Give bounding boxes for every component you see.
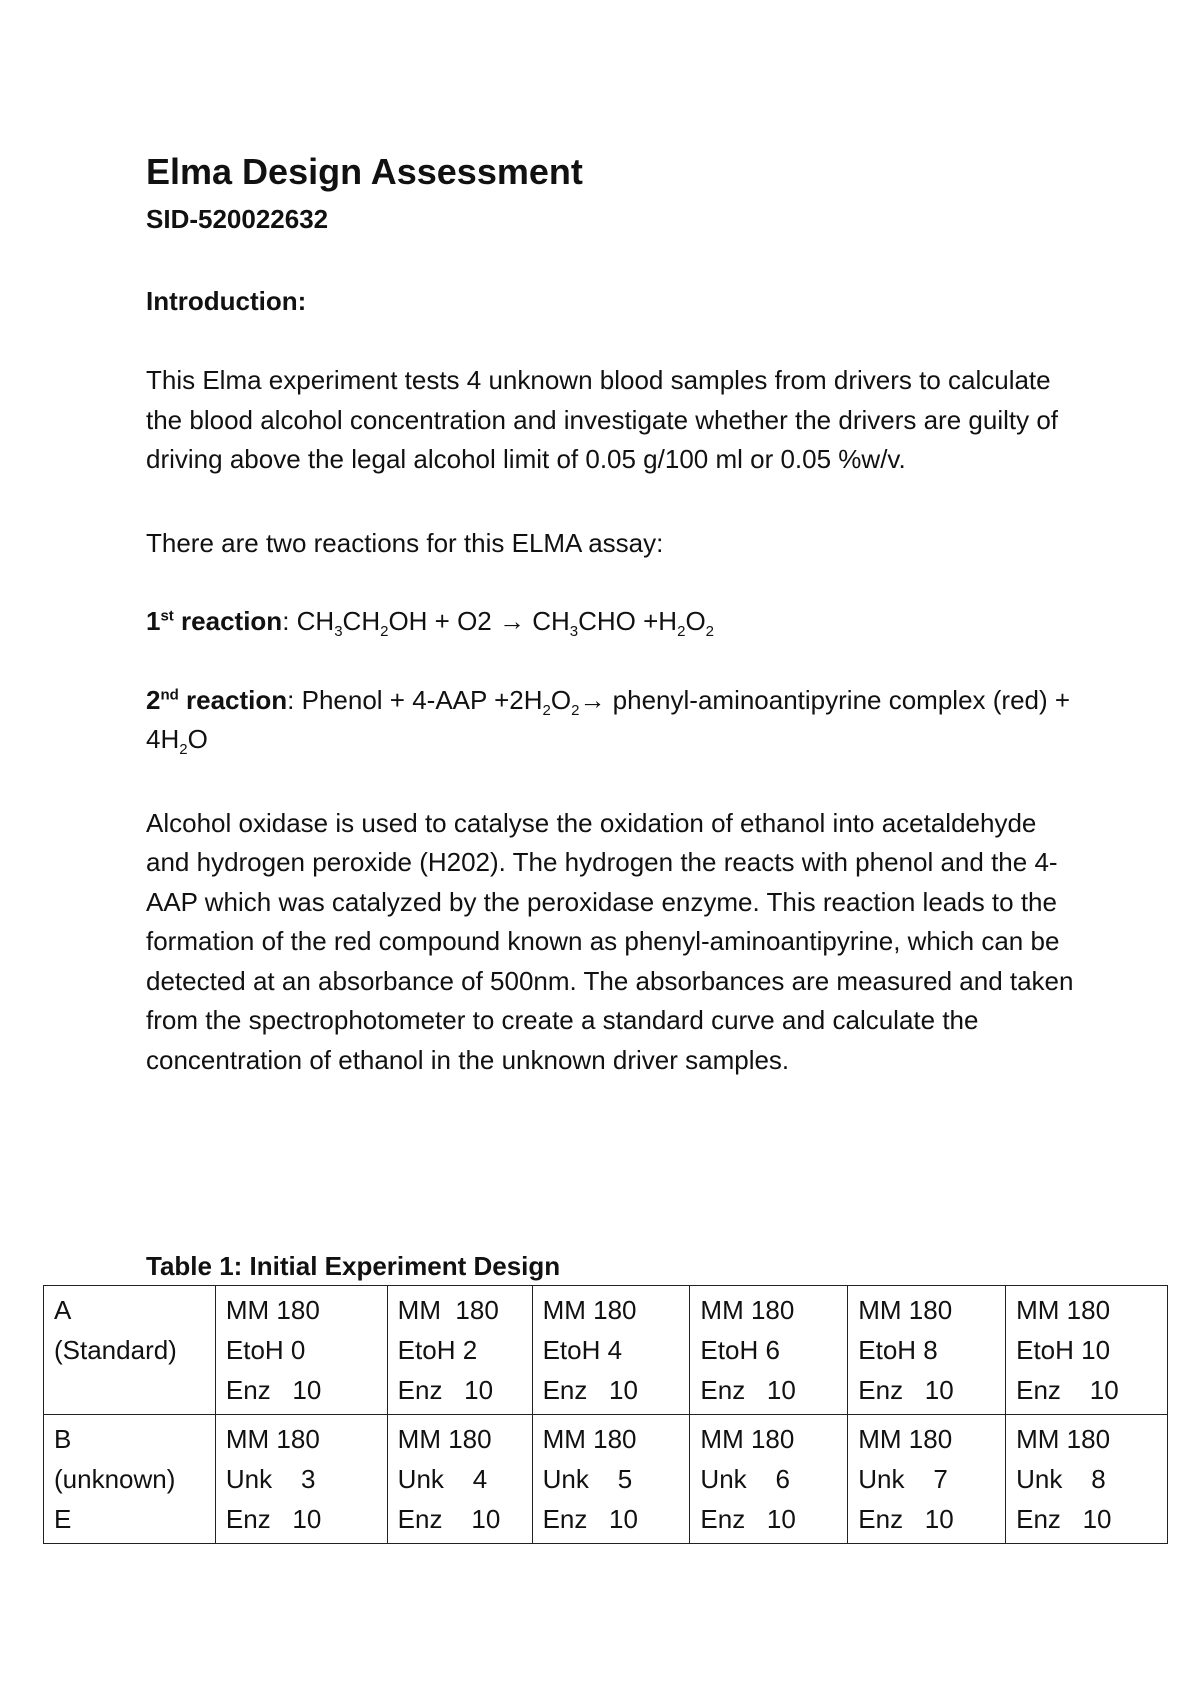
reaction-2-label: 2nd reaction [146, 684, 288, 715]
cell-line: EtoH 2 [397, 1335, 478, 1365]
cell-line: Enz 10 [858, 1504, 954, 1534]
cell-line: MM 180 [1016, 1295, 1111, 1325]
cell-line: MM 180 [542, 1295, 637, 1325]
table-row [44, 1286, 1168, 1415]
cell-line: EtoH 8 [858, 1335, 938, 1365]
table-cell [532, 1415, 690, 1544]
row-label-cell [44, 1286, 216, 1415]
cell-line: Unk 3 [225, 1464, 316, 1494]
reaction-1: 1st reaction: $CH_3CH_2OH + O2 \to CH_3CHO +H_2O_2$ [146, 606, 715, 641]
cell-line: Enz 10 [397, 1375, 494, 1405]
cell-line: MM 180 [700, 1295, 795, 1325]
table-cell [215, 1415, 387, 1544]
table-cell [848, 1286, 1006, 1415]
cell-line: Unk 8 [1016, 1464, 1106, 1494]
cell-line: MM 180 [1016, 1424, 1111, 1454]
row-label-line: (Standard) [54, 1335, 177, 1365]
cell-line: EtoH 4 [542, 1335, 623, 1365]
cell-line: Enz 10 [542, 1504, 638, 1534]
table-cell [387, 1415, 532, 1544]
cell-line: MM 180 [397, 1295, 499, 1325]
cell-line: MM 180 [225, 1424, 320, 1454]
reaction-2: 2nd reaction: Phenol + $4-AAP +2H_2O_2\to$ phenyl-aminoantipyrine complex $(red) + 4H_2O$ [146, 684, 1071, 759]
cell-line: MM 180 [858, 1295, 953, 1325]
row-label-line: A [54, 1295, 72, 1325]
table-cell [532, 1286, 690, 1415]
document-body [146, 148, 1076, 1080]
row-label-line: (unknown) [54, 1464, 176, 1494]
cell-line: Enz 10 [700, 1504, 796, 1534]
cell-line: Enz 10 [225, 1504, 322, 1534]
cell-line: MM 180 [858, 1424, 953, 1454]
cell-line: MM 180 [397, 1424, 492, 1454]
cell-line: Enz 10 [700, 1375, 796, 1405]
intro-paragraph: This Elma experiment tests 4 unknown blood samples from drivers to calculate the blood alcohol concentration and investigate whether the drivers are guilty of driving above the legal alcohol limit of 0.05 g/100 ml or 0.05 %w/v. [146, 365, 1059, 474]
table-cell [387, 1286, 532, 1415]
table-cell [690, 1415, 848, 1544]
cell-line: Enz 10 [397, 1504, 501, 1534]
reactions-intro: There are two reactions for this ELMA assay: [146, 527, 664, 558]
table-cell [848, 1415, 1006, 1544]
row-label-line: B [54, 1424, 72, 1454]
table-row [44, 1415, 1168, 1544]
table-cell [215, 1286, 387, 1415]
cell-line: Unk 6 [700, 1464, 791, 1494]
cell-line: Enz 10 [225, 1375, 322, 1405]
table-cell [1006, 1415, 1168, 1544]
table-caption: Table 1: Initial Experiment Design [146, 1251, 561, 1281]
cell-line: EtoH 6 [700, 1335, 780, 1365]
cell-line: Enz 10 [1016, 1504, 1112, 1534]
intro-heading: Introduction: [146, 286, 307, 316]
table-cell [1006, 1286, 1168, 1415]
mechanism-paragraph: Alcohol oxidase is used to catalyse the oxidation of ethanol into acetaldehyde and hydrogen peroxide (H202). The hydrogen the reacts with phenol and the 4-AAP which was catalyzed by the peroxidase enzyme. This reaction leads to the formation of the red compound known as phenyl-aminoantipyrine, which can be detected at an absorbance of 500nm. The absorbances are measured and taken from the spectrophotometer to create a standard curve and calculate the concentration of ethanol in the unknown driver samples. [146, 807, 1074, 1075]
cell-line: Unk 4 [397, 1464, 488, 1494]
cell-line: Unk 5 [542, 1464, 633, 1494]
experiment-design-table [43, 1285, 1168, 1544]
cell-line: Enz 10 [1016, 1375, 1119, 1405]
reaction-1-label: 1st reaction [146, 606, 283, 636]
cell-line: MM 180 [225, 1295, 320, 1325]
cell-line: Enz 10 [858, 1375, 954, 1405]
row-label-line: E [54, 1504, 72, 1534]
row-label-cell [44, 1415, 216, 1544]
cell-line: MM 180 [700, 1424, 795, 1454]
cell-line: Enz 10 [542, 1375, 638, 1405]
student-id: SID-520022632 [146, 204, 329, 234]
document-title: Elma Design Assessment [146, 151, 583, 192]
cell-line: EtoH 10 [1016, 1335, 1111, 1365]
cell-line: EtoH 0 [225, 1335, 306, 1365]
cell-line: Unk 7 [858, 1464, 948, 1494]
cell-line: MM 180 [542, 1424, 637, 1454]
table-cell [690, 1286, 848, 1415]
